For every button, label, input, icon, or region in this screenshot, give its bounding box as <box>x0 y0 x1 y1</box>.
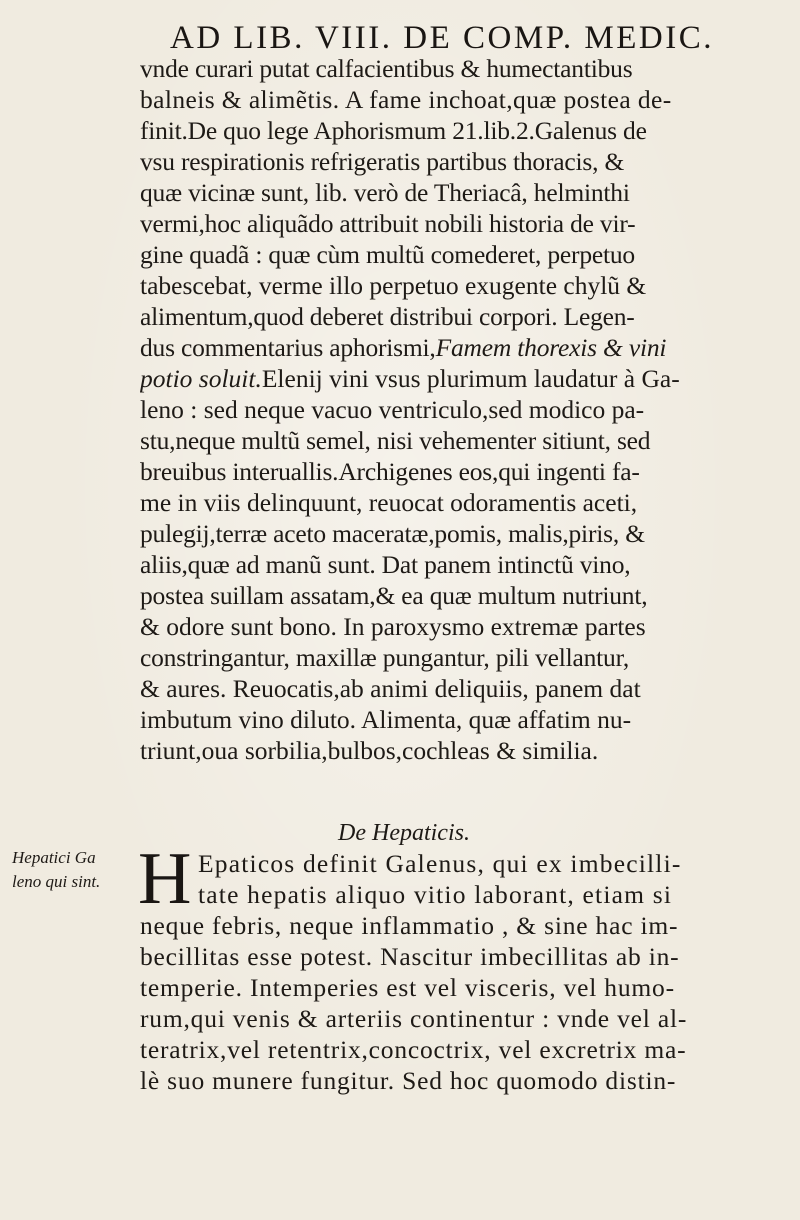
text-line: triunt,oua sorbilia,bulbos,cochleas & similia. <box>140 736 599 765</box>
text-line: aliis,quæ ad manũ sunt. Dat panem intinctũ vino, <box>140 550 631 579</box>
text-line: teratrix,vel retentrix,concoctrix, vel excretrix ma- <box>140 1035 687 1064</box>
text-line: neque febris, neque inflammatio , & sine hac im- <box>140 911 679 940</box>
text-line: quæ vicinæ sunt, lib. verò de Theriacâ, helminthi <box>140 178 630 207</box>
text-line: balneis & alimẽtis. A fame inchoat,quæ postea de- <box>140 85 672 114</box>
text-line: tate hepatis aliquo vitio laborant, etiam si <box>198 880 673 909</box>
text-line: pulegij,terræ aceto maceratæ,pomis, malis,piris, & <box>140 519 645 548</box>
margin-note-line: Hepatici Ga <box>12 848 96 867</box>
text-line: Epaticos definit Galenus, qui ex imbecilli- <box>198 849 682 878</box>
text-line-aphorism <box>140 332 790 363</box>
text-line: vsu respirationis refrigeratis partibus thoracis, & <box>140 147 625 176</box>
text-line: vermi,hoc aliquãdo attribuit nobili historia de vir- <box>140 209 636 238</box>
text-line: tabescebat, verme illo perpetuo exugente chylũ & <box>140 271 647 300</box>
text-line: me in viis delinquunt, reuocat odoramentis aceti, <box>140 488 638 517</box>
text-line: alimentum,quod deberet distribui corpori. Legen- <box>140 302 635 331</box>
text-line: rum,qui venis & arteriis continentur : vnde vel al- <box>140 1004 688 1033</box>
text-line: gine quadã : quæ cùm multũ comederet, perpetuo <box>140 240 635 269</box>
text-line: breuibus interuallis.Archigenes eos,qui ingenti fa- <box>140 457 640 486</box>
aphorism-quote: Famem thorexis & vini <box>435 333 667 362</box>
margin-note-line: leno qui sint. <box>12 872 101 891</box>
text-line: imbutum vino diluto. Alimenta, quæ affatim nu- <box>140 705 632 734</box>
text-line: & aures. Reuocatis,ab animi deliquiis, panem dat <box>140 674 641 703</box>
text-line: temperie. Intemperies est vel visceris, vel humo- <box>140 973 675 1002</box>
drop-cap-lines <box>198 848 798 910</box>
aphorism-prefix: dus commentarius aphorismi, <box>140 333 436 362</box>
text-line: becillitas esse potest. Nascitur imbecillitas ab in- <box>140 942 680 971</box>
margin-note <box>12 846 132 894</box>
text-line: postea suillam assatam,& ea quæ multum nutriunt, <box>140 581 648 610</box>
potio-quote: potio soluit. <box>140 364 262 393</box>
running-head: AD LIB. VIII. DE COMP. MEDIC. <box>170 20 714 56</box>
text-line: leno : sed neque vacuo ventriculo,sed modico pa- <box>140 395 645 424</box>
text-line: & odore sunt bono. In paroxysmo extremæ partes <box>140 612 646 641</box>
potio-rest: Elenij vini vsus plurimum laudatur à Ga- <box>261 364 680 393</box>
text-line: vnde curari putat calfacientibus & humectantibus <box>140 54 633 83</box>
text-line-potio <box>140 363 790 394</box>
main-text-block <box>140 53 790 766</box>
text-line: finit.De quo lege Aphorismum 21.lib.2.Galenus de <box>140 116 647 145</box>
section-heading: De Hepaticis. <box>338 820 470 846</box>
text-line: constringantur, maxillæ pungantur, pili vellantur, <box>140 643 630 672</box>
drop-cap: H <box>138 838 192 920</box>
section-text-block <box>140 910 790 1096</box>
text-line: lè suo munere fungitur. Sed hoc quomodo distin- <box>140 1066 677 1095</box>
text-line: stu,neque multũ semel, nisi vehementer sitiunt, sed <box>140 426 651 455</box>
